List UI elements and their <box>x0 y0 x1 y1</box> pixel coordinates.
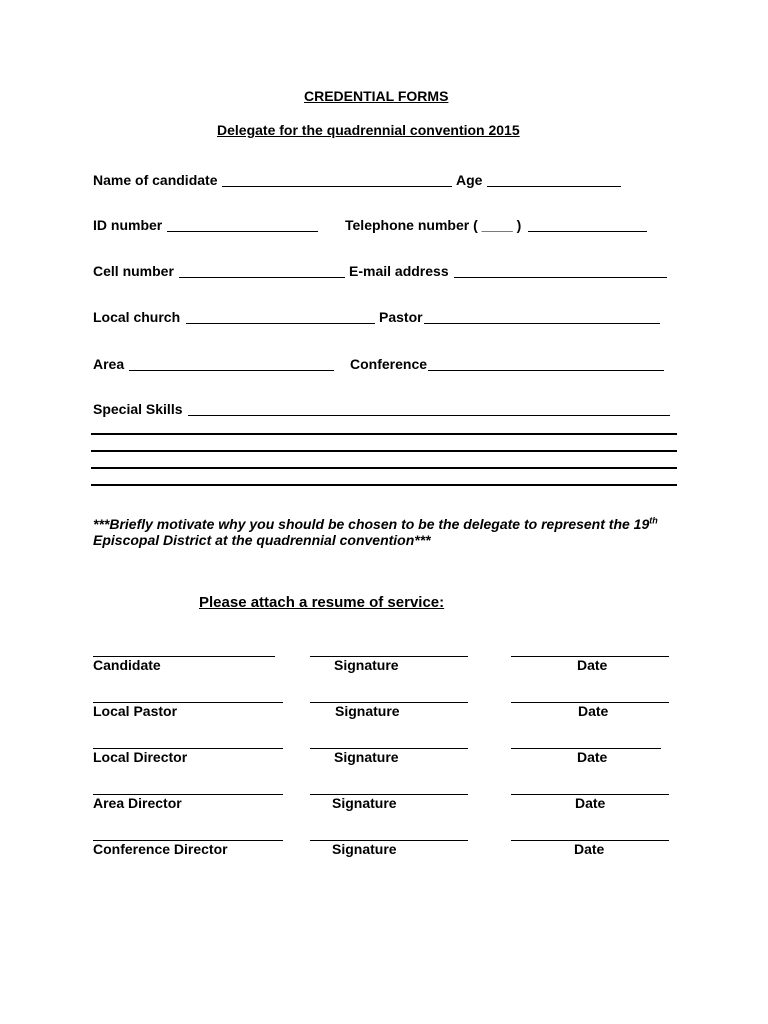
conference-field[interactable] <box>428 370 664 371</box>
area-director-date-label: Date <box>575 795 606 811</box>
conference-director-date-label: Date <box>574 841 605 857</box>
conference-director-label: Conference Director <box>93 841 228 857</box>
skills-line-2[interactable] <box>91 433 677 435</box>
resume-note: Please attach a resume of service: <box>199 594 445 611</box>
motivation-line-2: Episcopal District at the quadrennial convention*** <box>93 532 431 548</box>
candidate-label: Candidate <box>93 657 161 673</box>
cell-label: Cell number <box>93 263 174 279</box>
skills-label: Special Skills <box>93 401 183 417</box>
age-label: Age <box>456 172 483 188</box>
telephone-label: Telephone number ( ____ ) <box>345 217 522 233</box>
church-label: Local church <box>93 309 181 325</box>
motivation-line-1 <box>93 516 658 533</box>
cell-field[interactable] <box>179 277 345 278</box>
motivation-text: ***Briefly motivate why you should be chosen to be the delegate to represent the 19 <box>93 516 650 532</box>
skills-line-5[interactable] <box>91 484 677 486</box>
pastor-label: Pastor <box>379 309 423 325</box>
skills-line-3[interactable] <box>91 450 677 452</box>
motivation-superscript: th <box>649 515 658 526</box>
form-subtitle: Delegate for the quadrennial convention 2015 <box>217 122 520 138</box>
pastor-field[interactable] <box>424 323 660 324</box>
local-pastor-signature-label: Signature <box>335 703 400 719</box>
id-field[interactable] <box>167 231 318 232</box>
skills-field[interactable] <box>188 415 670 416</box>
area-director-signature-label: Signature <box>332 795 397 811</box>
email-field[interactable] <box>454 277 667 278</box>
conference-director-signature-label: Signature <box>332 841 397 857</box>
candidate-date-label: Date <box>577 657 608 673</box>
form-title: CREDENTIAL FORMS <box>304 88 449 104</box>
age-field[interactable] <box>487 186 621 187</box>
skills-line-4[interactable] <box>91 467 677 469</box>
area-field[interactable] <box>129 370 334 371</box>
local-director-label: Local Director <box>93 749 188 765</box>
local-pastor-label: Local Pastor <box>93 703 178 719</box>
church-field[interactable] <box>186 323 375 324</box>
local-director-signature-label: Signature <box>334 749 399 765</box>
name-field[interactable] <box>222 186 452 187</box>
candidate-signature-label: Signature <box>334 657 399 673</box>
area-label: Area <box>93 356 125 372</box>
name-label: Name of candidate <box>93 172 218 188</box>
local-director-date-label: Date <box>577 749 608 765</box>
id-label: ID number <box>93 217 163 233</box>
telephone-field[interactable] <box>528 231 647 232</box>
email-label: E-mail address <box>349 263 449 279</box>
area-director-label: Area Director <box>93 795 182 811</box>
conference-label: Conference <box>350 356 428 372</box>
local-pastor-date-label: Date <box>578 703 609 719</box>
